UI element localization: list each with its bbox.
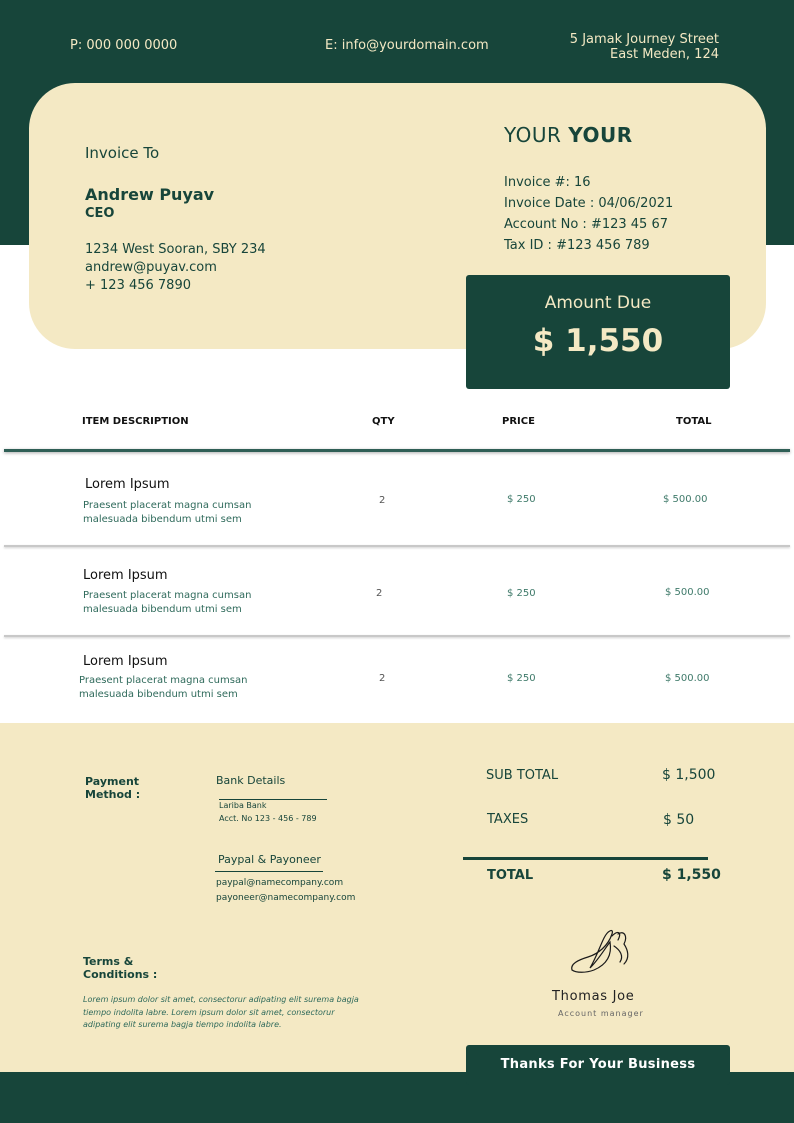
paypal-email: paypal@namecompany.com — [216, 878, 344, 888]
col-header-price: PRICE — [502, 416, 535, 427]
item-description: Praesent placerat magna cumsan malesuada bibendum utmi sem — [79, 675, 248, 700]
brand-logo-text — [504, 123, 633, 147]
item-price: $ 250 — [507, 588, 536, 599]
item-qty: 2 — [376, 588, 383, 599]
invoice-to-label: Invoice To — [85, 144, 160, 162]
paypal-heading-underline — [215, 871, 323, 872]
item-qty: 2 — [379, 495, 386, 506]
signatory-name: Thomas Joe — [552, 989, 635, 1004]
company-address-line1: 5 Jamak Journey Street — [569, 32, 719, 47]
brand-part2: YOUR — [568, 123, 633, 147]
item-total: $ 500.00 — [665, 673, 710, 684]
item-description: Praesent placerat magna cumsan malesuada bibendum utmi sem — [83, 500, 252, 525]
total-label: TOTAL — [487, 868, 534, 883]
company-phone: P: 000 000 0000 — [70, 38, 178, 53]
total-divider — [463, 857, 708, 860]
payment-method-label: Payment Method : — [85, 775, 141, 801]
item-title: Lorem Ipsum — [85, 477, 170, 492]
client-address: 1234 West Sooran, SBY 234 — [85, 242, 266, 257]
table-header-divider — [4, 449, 790, 452]
item-description: Praesent placerat magna cumsan malesuada bibendum utmi sem — [83, 590, 252, 615]
company-address — [570, 32, 719, 62]
payoneer-email: payoneer@namecompany.com — [216, 893, 356, 903]
brand-part1: YOUR — [504, 123, 562, 147]
invoice-date: Invoice Date : 04/06/2021 — [504, 196, 674, 211]
thanks-message: Thanks For Your Business — [500, 1057, 696, 1072]
total-value: $ 1,550 — [662, 867, 721, 883]
col-header-qty: QTY — [372, 416, 395, 427]
company-address-line2: East Meden, 124 — [610, 47, 719, 62]
subtotal-value: $ 1,500 — [662, 767, 716, 783]
item-total: $ 500.00 — [663, 494, 708, 505]
signatory-role: Account manager — [558, 1009, 644, 1018]
client-title: CEO — [85, 206, 115, 221]
col-header-total: TOTAL — [676, 416, 712, 427]
paypal-heading: Paypal & Payoneer — [218, 853, 321, 866]
bank-details-heading: Bank Details — [216, 774, 286, 787]
item-total: $ 500.00 — [665, 587, 710, 598]
subtotal-label: SUB TOTAL — [486, 768, 559, 783]
bank-account: Acct. No 123 - 456 - 789 — [219, 814, 317, 823]
row-divider — [4, 545, 790, 547]
item-price: $ 250 — [507, 673, 536, 684]
amount-due-value: $ 1,550 — [532, 323, 664, 359]
client-email: andrew@puyav.com — [85, 260, 217, 275]
terms-text: Lorem ipsum dolor sit amet, consectorur adipating elit surema bagja tiempo indolita labre. Lorem ipsum dolor sit amet, consectorur adipating elit surema bagja tiempo indolita labre. — [83, 995, 359, 1029]
amount-due-label: Amount Due — [544, 293, 652, 313]
item-price: $ 250 — [507, 494, 536, 505]
col-header-description: ITEM DESCRIPTION — [82, 416, 189, 427]
taxes-value: $ 50 — [663, 812, 695, 828]
terms-label: Terms & Conditions : — [83, 955, 158, 981]
tax-id: Tax ID : #123 456 789 — [504, 238, 650, 253]
item-title: Lorem Ipsum — [83, 654, 168, 669]
invoice-number: Invoice #: 16 — [504, 175, 591, 190]
account-number: Account No : #123 45 67 — [504, 217, 668, 232]
item-title: Lorem Ipsum — [83, 568, 168, 583]
item-qty: 2 — [379, 673, 386, 684]
bank-name: Lariba Bank — [219, 801, 267, 810]
client-name: Andrew Puyav — [85, 185, 215, 204]
company-email: E: info@yourdomain.com — [325, 38, 489, 53]
row-divider — [4, 635, 790, 637]
signature-image — [568, 924, 636, 976]
client-phone: + 123 456 7890 — [85, 278, 191, 293]
taxes-label: TAXES — [487, 812, 529, 827]
